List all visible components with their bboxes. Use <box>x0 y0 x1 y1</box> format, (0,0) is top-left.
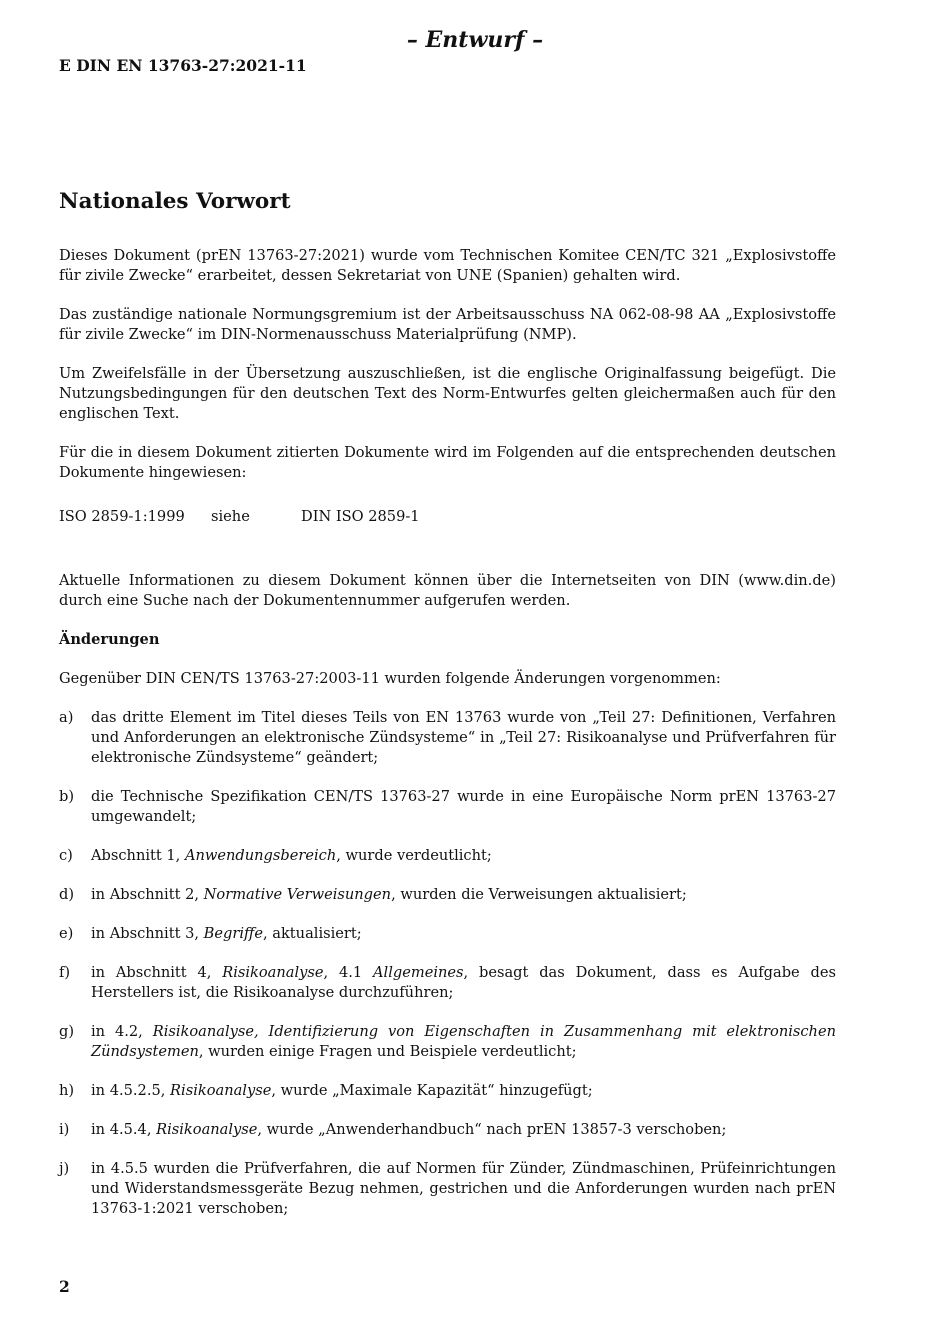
change-text <box>91 787 836 827</box>
change-marker: j) <box>59 1160 70 1177</box>
foreword-content <box>59 188 836 1238</box>
change-item <box>59 963 836 1003</box>
change-marker: b) <box>59 788 75 805</box>
change-text-italic: Risikoanalyse, Identifizierung von Eigenschaften in Zusammenhang mit elektronischen Zündsystemen <box>91 1023 836 1060</box>
info-paragraph: Aktuelle Informationen zu diesem Dokument können über die Internetseiten von DIN (www.din.de) durch eine Suche nach der Dokumentennummer aufgerufen werden. <box>59 572 836 609</box>
change-text-run: , aktualisiert; <box>262 925 362 942</box>
change-text <box>91 1081 836 1101</box>
change-text <box>91 1022 836 1062</box>
change-text-run: in Abschnitt 4, <box>91 964 223 981</box>
change-text <box>91 885 836 905</box>
change-marker: f) <box>59 964 71 981</box>
change-item <box>59 1120 836 1140</box>
change-text-run: in 4.5.2.5, <box>91 1082 171 1099</box>
change-text-run: , wurden einige Fragen und Beispiele verdeutlicht; <box>198 1043 577 1060</box>
change-text-run: die Technische Spezifikation CEN/TS 13763-27 wurde in eine Europäische Norm prEN 13763-27 umgewandelt; <box>91 788 836 825</box>
change-marker: d) <box>59 886 75 903</box>
change-marker: h) <box>59 1082 75 1099</box>
page-number: 2 <box>59 1277 70 1296</box>
paragraph: Um Zweifelsfälle in der Übersetzung auszuschließen, ist die englische Originalfassung beigefügt. Die Nutzungsbedingungen für den deutschen Text des Norm-Entwurfes gelten gleichermaßen auch für den englischen Text. <box>59 365 836 422</box>
change-text <box>91 924 836 944</box>
document-id: E DIN EN 13763-27:2021-11 <box>59 56 307 75</box>
paragraph: Dieses Dokument (prEN 13763-27:2021) wurde vom Technischen Komitee CEN/TC 321 „Explosivstoffe für zivile Zwecke“ erarbeitet, dessen Sekretariat von UNE (Spanien) gehalten wird. <box>59 247 836 284</box>
change-text-run: , wurde „Anwenderhandbuch“ nach prEN 13857-3 verschoben; <box>257 1121 727 1138</box>
change-text-italic: Begriffe <box>203 925 263 942</box>
change-marker: g) <box>59 1023 75 1040</box>
change-marker: c) <box>59 847 73 864</box>
change-item <box>59 1081 836 1101</box>
change-text-run: in 4.5.4, <box>91 1121 157 1138</box>
change-item <box>59 846 836 866</box>
changes-heading: Änderungen <box>59 631 160 648</box>
draft-label: – Entwurf – <box>406 27 544 53</box>
change-text <box>91 1159 836 1219</box>
changes-list <box>59 708 836 1219</box>
change-text-run: , wurde „Maximale Kapazität“ hinzugefügt; <box>271 1082 593 1099</box>
change-text-run: in 4.2, <box>91 1023 153 1040</box>
reference-row <box>59 507 836 527</box>
change-text-run: , besagt das Dokument, dass es Aufgabe des Herstellers ist, die Risikoanalyse durchzuführen; <box>91 964 836 1001</box>
change-text <box>91 708 836 768</box>
change-text <box>91 846 836 866</box>
paragraph: Das zuständige nationale Normungsgremium ist der Arbeitsausschuss NA 062-08-98 AA „Explosivstoffe für zivile Zwecke“ im DIN-Normenausschuss Materialprüfung (NMP). <box>59 306 836 343</box>
change-item <box>59 1159 836 1219</box>
change-text-italic: Anwendungsbereich <box>184 847 337 864</box>
change-text-run: , wurden die Verweisungen aktualisiert; <box>391 886 687 903</box>
change-text-italic: Risikoanalyse <box>222 964 324 981</box>
change-text-italic: Risikoanalyse <box>156 1121 258 1138</box>
reference-relation: siehe <box>211 508 250 525</box>
change-text-run: , wurde verdeutlicht; <box>336 847 492 864</box>
change-text <box>91 963 836 1003</box>
change-text <box>91 1120 836 1140</box>
changes-intro: Gegenüber DIN CEN/TS 13763-27:2003-11 wurden folgende Änderungen vorgenommen: <box>59 670 721 687</box>
change-text-run: in Abschnitt 3, <box>91 925 204 942</box>
change-text-run: in 4.5.5 wurden die Prüfverfahren, die auf Normen für Zünder, Zündmaschinen, Prüfeinrichtungen und Widerstandsmessgeräte Bezug nehmen, gestrichen und die Anforderungen wurden nach prEN 13763-1:2021 verschoben; <box>91 1160 836 1217</box>
change-text-run: , 4.1 <box>323 964 374 981</box>
change-item <box>59 787 836 827</box>
change-marker: i) <box>59 1121 70 1138</box>
change-text-run: das dritte Element im Titel dieses Teils von EN 13763 wurde von „Teil 27: Definitionen, Verfahren und Anforderungen an elektronische Zündsysteme“ in „Teil 27: Risikoanalyse und Prüfverfahren für elektronische Zündsysteme“ geändert; <box>91 709 836 766</box>
change-text-italic: Allgemeines <box>373 964 464 981</box>
section-title: Nationales Vorwort <box>59 189 291 214</box>
paragraph: Für die in diesem Dokument zitierten Dokumente wird im Folgenden auf die entsprechenden deutschen Dokumente hingewiesen: <box>59 444 836 481</box>
change-marker: e) <box>59 925 74 942</box>
change-item <box>59 1022 836 1062</box>
change-text-run: Abschnitt 1, <box>91 847 185 864</box>
change-item <box>59 885 836 905</box>
change-marker: a) <box>59 709 74 726</box>
reference-source: ISO 2859-1:1999 <box>59 508 185 525</box>
change-item <box>59 924 836 944</box>
change-text-italic: Risikoanalyse <box>170 1082 272 1099</box>
change-text-run: in Abschnitt 2, <box>91 886 204 903</box>
change-item <box>59 708 836 768</box>
change-text-italic: Normative Verweisungen <box>203 886 392 903</box>
reference-target: DIN ISO 2859-1 <box>301 508 420 525</box>
